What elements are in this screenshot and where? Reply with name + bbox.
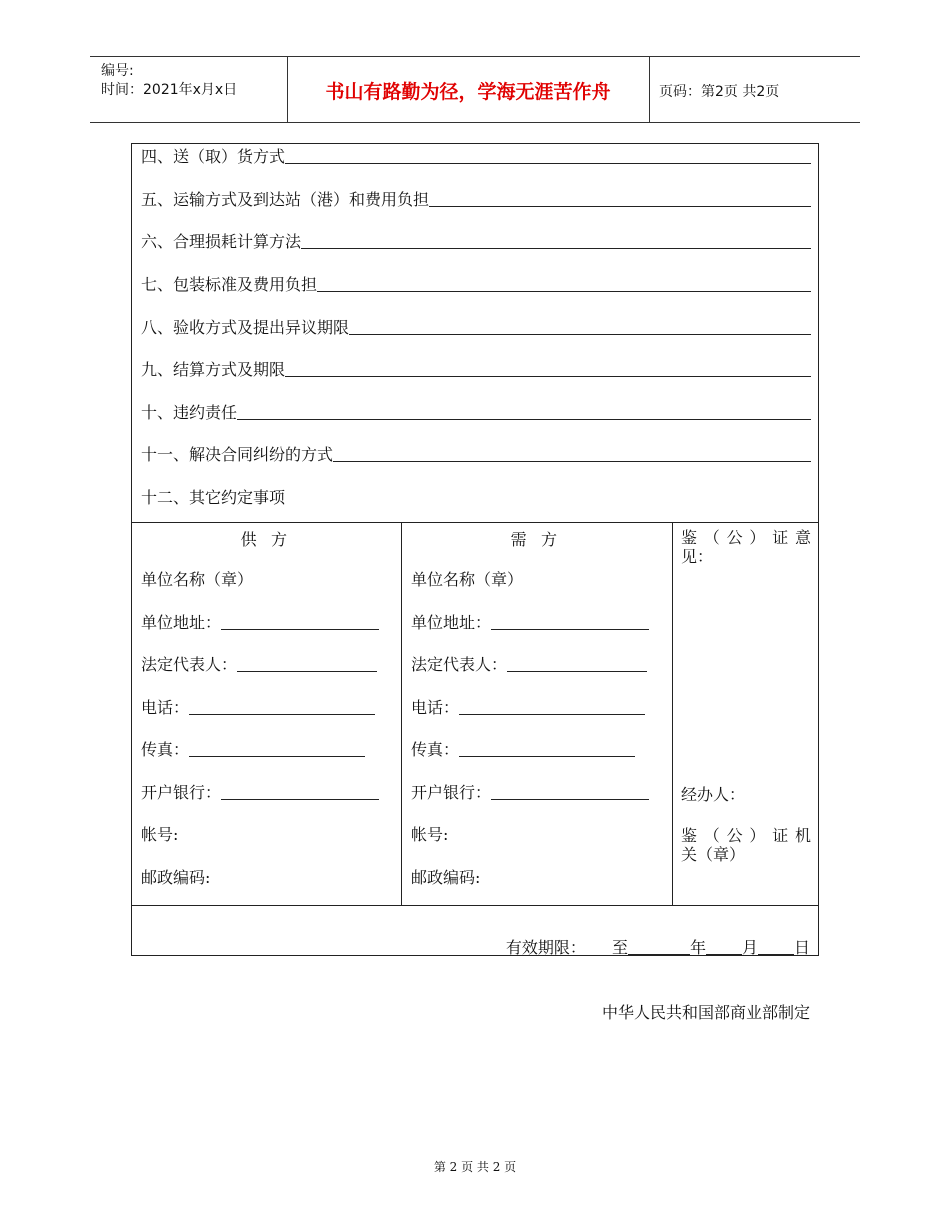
validity-to: 至 <box>611 938 628 957</box>
field-label: 邮政编码: <box>411 868 481 887</box>
notary-office-line1: 鉴（公）证机 <box>681 826 811 845</box>
header-top-rule <box>90 56 860 57</box>
field-label: 电话： <box>411 698 460 717</box>
clause-label: 六、合理损耗计算方法 <box>141 232 302 251</box>
supplier-unit-name <box>141 566 253 590</box>
buyer-phone <box>411 694 645 718</box>
buyer-fax-blank[interactable] <box>459 756 635 757</box>
header-divider-right <box>649 56 650 122</box>
party-validity-divider <box>131 905 819 906</box>
clause-acceptance <box>141 314 811 338</box>
field-label: 法定代表人： <box>411 655 508 674</box>
clause-label: 八、验收方式及提出异议期限 <box>141 318 350 337</box>
clause-blank[interactable] <box>333 461 811 462</box>
supplier-phone <box>141 694 375 718</box>
serial-label: 编号: <box>101 63 134 79</box>
clause-blank[interactable] <box>285 376 811 377</box>
validity-period <box>506 934 810 958</box>
clause-blank[interactable] <box>429 206 811 207</box>
clause-label: 九、结算方式及期限 <box>141 360 286 379</box>
validity-month: 月 <box>741 938 758 957</box>
column-divider-2 <box>672 522 673 905</box>
page-footer: 第 2 页 共 2 页 <box>433 1160 517 1174</box>
notary-opinion-line1: 鉴（公）证意 <box>681 528 811 547</box>
buyer-address <box>411 609 649 633</box>
clause-label: 十二、其它约定事项 <box>141 488 286 507</box>
field-label: 法定代表人： <box>141 655 238 674</box>
column-divider-1 <box>401 522 402 905</box>
validity-label: 有效期限： <box>505 938 586 957</box>
clause-label: 七、包装标准及费用负担 <box>141 275 318 294</box>
header-bottom-rule <box>90 122 860 123</box>
buyer-account <box>411 821 448 845</box>
validity-month-blank[interactable] <box>706 954 742 955</box>
supplier-address <box>141 609 379 633</box>
clause-label: 四、送（取）货方式 <box>141 147 286 166</box>
issuer-note: 中华人民共和国部商业部制定 <box>601 1003 810 1022</box>
field-label: 开户银行： <box>141 783 222 802</box>
notary-opinion-line2: 见： <box>681 547 714 566</box>
supplier-legal-rep <box>141 651 377 675</box>
buyer-legal-rep <box>411 651 647 675</box>
field-label: 开户银行： <box>411 783 492 802</box>
notary-handler: 经办人： <box>681 785 746 804</box>
clause-settlement <box>141 356 811 380</box>
clause-blank[interactable] <box>301 248 811 249</box>
buyer-heading: 需方 <box>510 530 572 549</box>
clause-blank[interactable] <box>317 291 811 292</box>
clause-label: 十、违约责任 <box>141 403 238 422</box>
supplier-postcode <box>141 864 210 888</box>
page-info: 页码：第2页 共2页 <box>659 84 780 100</box>
clause-loss <box>141 228 811 252</box>
buyer-fax <box>411 736 635 760</box>
field-label: 帐号: <box>411 825 449 844</box>
clause-packaging <box>141 271 811 295</box>
buyer-postcode <box>411 864 480 888</box>
clause-blank[interactable] <box>285 163 811 164</box>
notary-office-line2: 关（章） <box>681 845 746 864</box>
supplier-account <box>141 821 178 845</box>
supplier-bank <box>141 779 379 803</box>
supplier-phone-blank[interactable] <box>189 714 375 715</box>
clause-label: 五、运输方式及到达站（港）和费用负担 <box>141 190 430 209</box>
field-label: 单位地址： <box>141 613 222 632</box>
field-label: 传真： <box>141 740 190 759</box>
supplier-fax-blank[interactable] <box>189 756 365 757</box>
field-label: 传真： <box>411 740 460 759</box>
supplier-bank-blank[interactable] <box>221 799 379 800</box>
buyer-phone-blank[interactable] <box>459 714 645 715</box>
clause-dispute <box>141 441 811 465</box>
field-label: 电话： <box>141 698 190 717</box>
clause-delivery <box>141 143 811 167</box>
header-motto: 书山有路勤为径，学海无涯苦作舟 <box>325 81 611 103</box>
field-label: 单位名称（章） <box>141 570 254 589</box>
buyer-unit-name <box>411 566 523 590</box>
field-label: 单位名称（章） <box>411 570 524 589</box>
clause-label: 十一、解决合同纠纷的方式 <box>141 445 334 464</box>
supplier-heading: 供方 <box>240 530 302 549</box>
supplier-address-blank[interactable] <box>221 629 379 630</box>
validity-year: 年 <box>689 938 706 957</box>
validity-day: 日 <box>793 938 810 957</box>
validity-year-blank[interactable] <box>628 954 690 955</box>
clauses-party-divider <box>131 522 819 523</box>
clause-liability <box>141 399 811 423</box>
field-label: 邮政编码: <box>141 868 211 887</box>
clause-other <box>141 484 811 508</box>
buyer-legal-rep-blank[interactable] <box>507 671 647 672</box>
buyer-bank <box>411 779 649 803</box>
validity-day-blank[interactable] <box>758 954 794 955</box>
clause-transport <box>141 186 811 210</box>
field-label: 单位地址： <box>411 613 492 632</box>
field-label: 帐号: <box>141 825 179 844</box>
clause-blank[interactable] <box>237 419 811 420</box>
supplier-fax <box>141 736 365 760</box>
buyer-bank-blank[interactable] <box>491 799 649 800</box>
supplier-legal-rep-blank[interactable] <box>237 671 377 672</box>
clause-blank[interactable] <box>349 334 811 335</box>
date-label: 时间：2021年x月x日 <box>101 82 238 98</box>
buyer-address-blank[interactable] <box>491 629 649 630</box>
